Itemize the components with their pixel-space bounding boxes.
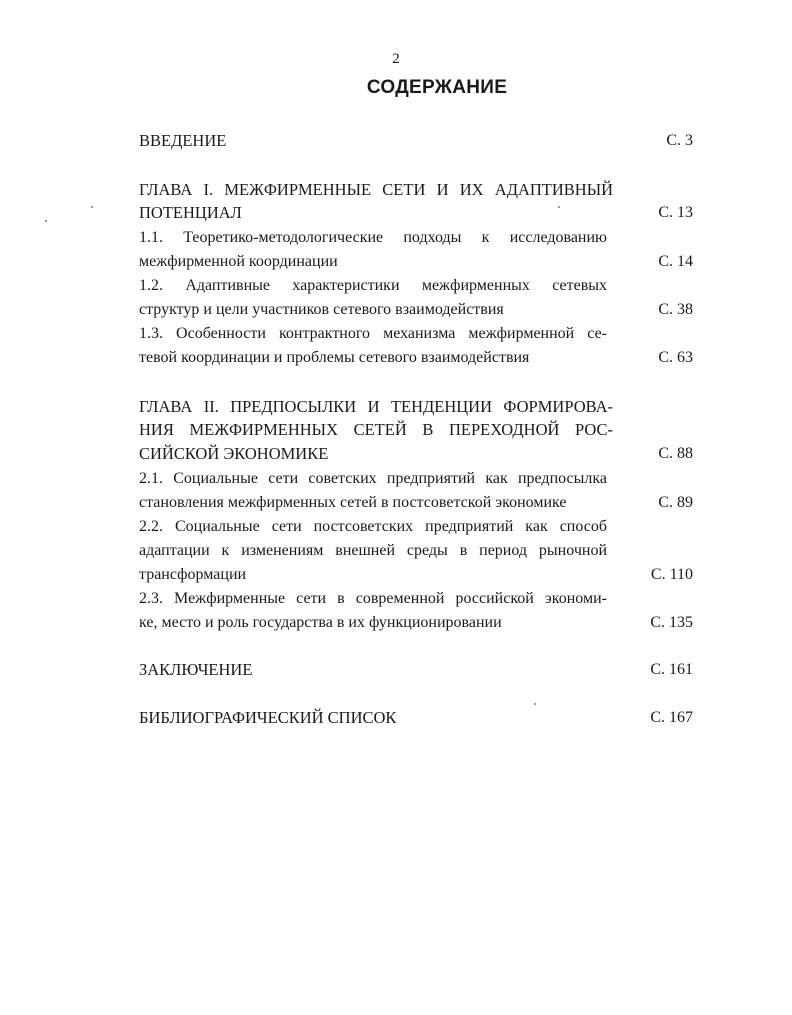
toc-section-text: 2.1. Социальные сети советских предприятий как предпосылка [139, 470, 607, 487]
toc-entry-page: С. 3 [666, 132, 693, 149]
toc-section-text: 2.2. Социальные сети постсоветских предприятий как способ [139, 518, 607, 535]
toc-chapter-text: ГЛАВА II. ПРЕДПОСЫЛКИ И ТЕНДЕНЦИИ ФОРМИРОВА- [139, 397, 613, 416]
toc-section-page: С. 110 [650, 566, 693, 583]
page-number: 2 [392, 51, 400, 67]
toc-section-page: С. 89 [658, 494, 693, 511]
toc-chapter-page: С. 88 [658, 445, 693, 462]
toc-entry-page: С. 167 [650, 709, 693, 726]
toc-section-text: ке, место и роль государства в их функционировании [139, 614, 502, 631]
scan-speck [91, 206, 93, 208]
toc-section-text: 1.3. Особенности контрактного механизма межфирменной се- [139, 325, 607, 342]
toc-section-page: С. 14 [658, 253, 693, 270]
scan-speck [534, 703, 536, 705]
toc-section-text: 2.3. Межфирменные сети в современной российской экономи- [139, 590, 607, 607]
scan-speck [558, 206, 560, 208]
toc-entry-page: С. 161 [650, 661, 693, 678]
toc-section-text: становления межфирменных сетей в постсоветской экономике [139, 494, 567, 511]
toc-section-page: С. 63 [658, 349, 693, 366]
toc-chapter-page: С. 13 [658, 204, 693, 221]
toc-section-text: тевой координации и проблемы сетевого взаимодействия [139, 349, 530, 366]
toc-section-text: межфирменной координации [139, 253, 338, 270]
toc-chapter-text: ГЛАВА I. МЕЖФИРМЕННЫЕ СЕТИ И ИХ АДАПТИВНЫЙ [139, 180, 613, 199]
scan-speck [45, 220, 47, 222]
toc-section-page: С. 38 [658, 301, 693, 318]
toc-section-text: адаптации к изменениям внешней среды в период рыночной [139, 542, 607, 559]
toc-chapter-text: НИЯ МЕЖФИРМЕННЫХ СЕТЕЙ В ПЕРЕХОДНОЙ РОС- [139, 420, 613, 439]
toc-entry-text: ЗАКЛЮЧЕНИЕ [139, 660, 253, 679]
toc-section-text: трансформации [139, 566, 247, 583]
toc-chapter-text: ПОТЕНЦИАЛ [139, 203, 242, 222]
toc-section-text: структур и цели участников сетевого взаимодействия [139, 301, 504, 318]
page-title: СОДЕРЖАНИЕ [366, 77, 508, 98]
toc-section-text: 1.2. Адаптивные характеристики межфирменных сетевых [139, 277, 607, 294]
toc-entry-text: ВВЕДЕНИЕ [139, 131, 227, 150]
toc-section-text: 1.1. Теоретико-методологические подходы к исследованию [139, 229, 607, 246]
toc-section-page: С. 135 [650, 614, 693, 631]
toc-chapter-text: СИЙСКОЙ ЭКОНОМИКЕ [139, 444, 329, 463]
toc-entry-text: БИБЛИОГРАФИЧЕСКИЙ СПИСОК [139, 708, 397, 727]
